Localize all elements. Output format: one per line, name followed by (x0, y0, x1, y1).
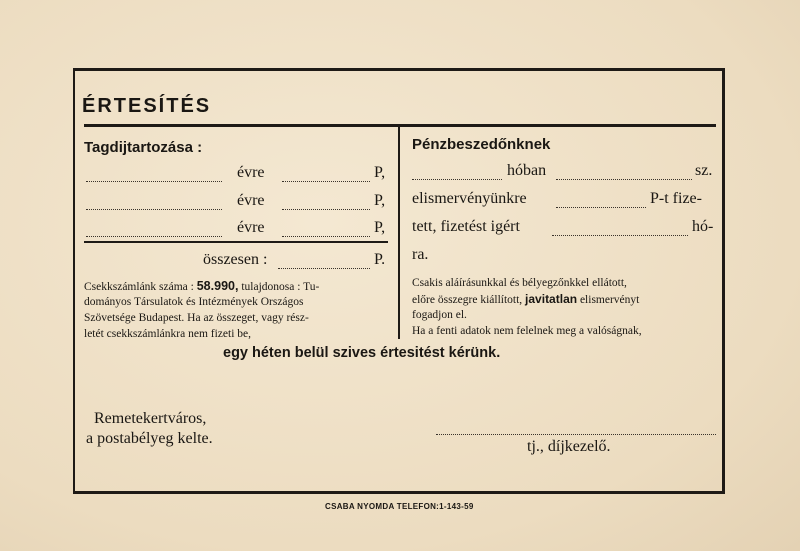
fill-line (86, 236, 222, 237)
paragraph-line (412, 291, 639, 308)
right-header: Pénzbeszedőnknek (412, 136, 551, 153)
paragraph-line: dományos Társulatok és Intézmények Országos (84, 296, 304, 308)
account-number: 58.990, (196, 279, 239, 293)
printer-footer: CSABA NYOMDA TELEFON:1-143-59 (325, 502, 474, 511)
fill-line (86, 181, 222, 182)
fill-line (552, 235, 688, 236)
fill-line (86, 209, 222, 210)
right-text: P-t fize- (650, 190, 702, 207)
fill-line (282, 209, 370, 210)
paragraph-text: tulajdonosa : Tu- (241, 281, 320, 293)
signature-label: tj., díjkezelő. (527, 438, 611, 455)
form-title: ÉRTESÍTÉS (82, 95, 212, 117)
emphasis-text: javitatlan (525, 292, 578, 306)
right-text: elismervényünkre (412, 190, 527, 207)
row-unit: P, (374, 219, 386, 236)
place-line: a postabélyeg kelte. (86, 430, 213, 447)
center-notice: egy héten belül szives értesitést kérünk. (223, 345, 501, 361)
row-label: évre (237, 164, 265, 181)
row-unit: P, (374, 164, 386, 181)
place-line: Remetekertváros, (94, 410, 207, 427)
paragraph-line: Ha a fenti adatok nem felelnek meg a valóságnak, (412, 325, 642, 337)
fill-line (556, 207, 646, 208)
signature-line (436, 434, 716, 435)
fill-line (412, 179, 502, 180)
row-label: évre (237, 219, 265, 236)
total-unit: P. (374, 251, 386, 268)
right-text: hóban (507, 162, 547, 179)
fill-line (556, 179, 692, 180)
total-label: összesen : (203, 251, 268, 268)
left-header: Tagdijtartozása : (84, 139, 203, 156)
paragraph-line (84, 278, 319, 295)
paragraph-line: fogadjon el. (412, 309, 467, 321)
fill-line (282, 181, 370, 182)
sum-rule (84, 241, 388, 243)
fill-line (282, 236, 370, 237)
paragraph-text: elismervényt (579, 294, 640, 306)
fill-line (278, 268, 370, 269)
title-rule (84, 124, 716, 127)
right-text: hó- (692, 218, 714, 235)
row-unit: P, (374, 192, 386, 209)
column-divider (398, 127, 400, 339)
right-text: sz. (695, 162, 713, 179)
paragraph-line: Csakis aláírásunkkal és bélyegzőnkkel ellátott, (412, 277, 627, 289)
paragraph-text: Csekkszámlánk száma : (84, 281, 194, 293)
paragraph-line: letét csekkszámlánkra nem fizeti be, (84, 328, 251, 340)
row-label: évre (237, 192, 265, 209)
right-text: ra. (412, 246, 429, 263)
paragraph-line: Szövetsége Budapest. Ha az összeget, vagy rész- (84, 312, 309, 324)
right-text: tett, fizetést igért (412, 218, 520, 235)
paragraph-text: előre összegre kiállított, (412, 294, 523, 306)
